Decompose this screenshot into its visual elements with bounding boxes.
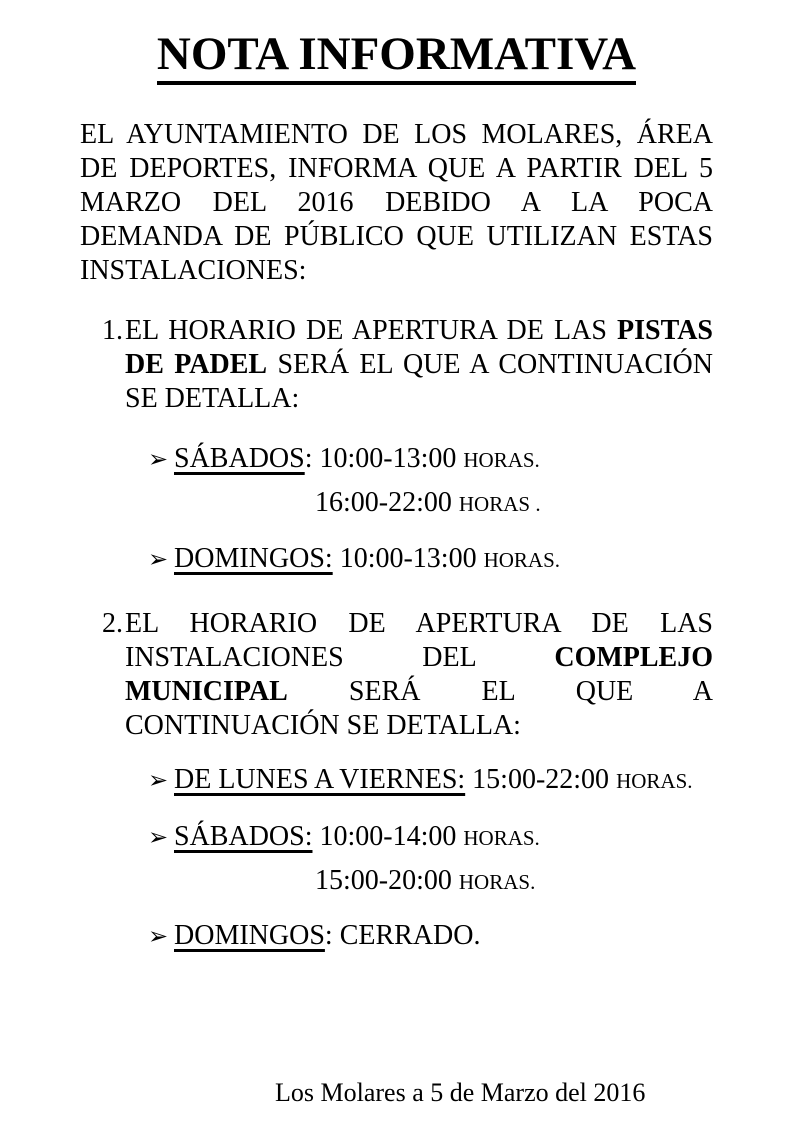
day-label: SÁBADOS: [174, 443, 305, 474]
hours-unit: HORAS.: [463, 448, 540, 472]
hours-unit: HORAS .: [458, 492, 541, 516]
arrowhead-bullet-icon: ➢: [148, 545, 169, 573]
item-2-number: 2.: [102, 608, 123, 639]
numbered-item-2: [102, 607, 714, 743]
time-range: 15:00-20:00: [315, 865, 452, 896]
page-title-text: NOTA INFORMATIVA: [157, 28, 636, 85]
time-range: 10:00-13:00: [339, 543, 477, 574]
item-1-text-pre: EL HORARIO DE APERTURA DE LAS: [125, 315, 607, 346]
schedule-bullet-domingos-padel: [148, 542, 713, 577]
arrowhead-bullet-icon: ➢: [148, 766, 169, 794]
day-label: DOMINGOS: [174, 920, 325, 951]
day-label: DOMINGOS:: [174, 543, 333, 574]
day-label: DE LUNES A VIERNES:: [174, 764, 466, 795]
item-2-text-bold: COMPLEJO MUNICIPAL: [125, 642, 714, 707]
item-2-text-post: SERÁ EL QUE A CONTINUACIÓN SE DETALLA:: [125, 676, 713, 741]
hours-unit: HORAS.: [616, 769, 693, 793]
time-range: 10:00-13:00: [319, 443, 457, 474]
arrowhead-bullet-icon: ➢: [148, 922, 169, 950]
hours-unit: HORAS.: [463, 826, 540, 850]
item-1-text-post: SERÁ EL QUE A CONTINUACIÓN SE DETALLA:: [125, 349, 714, 414]
day-label: SÁBADOS:: [174, 821, 313, 852]
schedule-bullet-sabados-padel: [148, 442, 713, 477]
item-1-text-bold: PISTAS DE PADEL: [125, 315, 713, 380]
hours-unit: HORAS.: [483, 548, 561, 572]
arrowhead-bullet-icon: ➢: [148, 445, 169, 473]
numbered-item-1: [102, 314, 714, 416]
time-range: 16:00-22:00: [315, 487, 452, 518]
footer-date-line: Los Molares a 5 de Marzo del 2016: [275, 1078, 646, 1107]
time-range: 15:00-22:00: [472, 764, 610, 795]
hours-unit: HORAS.: [458, 870, 536, 894]
schedule-continuation-sabados-padel: [315, 486, 713, 521]
item-2-text-pre: EL HORARIO DE APERTURA DE LAS INSTALACIONES DEL: [125, 608, 713, 673]
schedule-continuation-sabados-complejo: [315, 864, 713, 899]
page-title: [80, 26, 713, 82]
schedule-bullet-lunes-viernes: [148, 763, 713, 798]
item-1-number: 1.: [102, 315, 123, 346]
arrowhead-bullet-icon: ➢: [148, 823, 169, 851]
time-range: 10:00-14:00: [319, 821, 457, 852]
schedule-bullet-domingos-complejo: [148, 919, 713, 953]
schedule-bullet-sabados-complejo: [148, 820, 713, 855]
day-label-colon: :: [324, 920, 333, 951]
closed-value: CERRADO.: [339, 920, 481, 951]
intro-paragraph: EL AYUNTAMIENTO DE LOS MOLARES, ÁREA DE DEPORTES, INFORMA QUE A PARTIR DEL 5 MARZO DEL 2016 DEBIDO A LA POCA DEMANDA DE PÚBLICO QUE UTILIZAN ESTAS INSTALACIONES:: [80, 119, 713, 286]
day-label-colon: :: [304, 443, 313, 474]
